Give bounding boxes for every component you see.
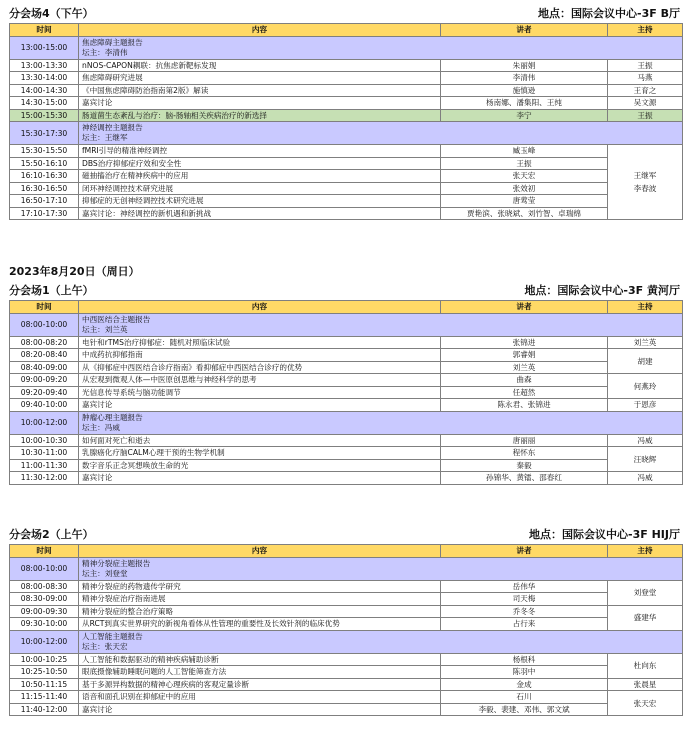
content-cell: 从RCT到真实世界研究的新视角看体从性管理的重要性及长效针剂的临床优势 <box>79 618 441 631</box>
time-cell: 10:25-10:50 <box>10 666 79 679</box>
table-row <box>10 472 683 485</box>
content-cell: 从宏观到微观人体—中医原创思维与神经科学的思考 <box>79 374 441 387</box>
host-cell: 王育之 <box>608 84 683 97</box>
content-cell: 电针和rTMS治疗抑郁症：随机对照临床试验 <box>79 336 441 349</box>
speaker-cell: 施慎逊 <box>441 84 608 97</box>
subsession-chair: 坛主：冯威 <box>82 422 120 432</box>
time-cell: 08:30-09:00 <box>10 593 79 606</box>
time-cell: 15:00-15:30 <box>10 109 79 122</box>
host-merged-cell: 张天宏 <box>608 691 683 716</box>
table-row <box>10 182 683 195</box>
highlighted-row <box>10 109 683 122</box>
content-cell: 磁抽搐治疗在精神疾病中的应用 <box>79 170 441 183</box>
speaker-cell: 杨南娜、潘集阳、王纯 <box>441 97 608 110</box>
content-cell: 精神分裂症的药物遗传学研究 <box>79 580 441 593</box>
speaker-cell: 占行来 <box>441 618 608 631</box>
session-4-block <box>9 7 682 220</box>
table-row <box>10 447 683 460</box>
table-row <box>10 349 683 362</box>
host-cell: 冯威 <box>608 472 683 485</box>
session-location: 地点：国际会议中心-3F B厅 <box>538 7 680 20</box>
subsession-cell <box>79 411 683 434</box>
col-header-content: 内容 <box>79 301 441 314</box>
session-header <box>9 7 682 21</box>
content-cell: 嘉宾讨论：神经调控的新机遇和新挑战 <box>79 207 441 220</box>
speaker-cell: 石川 <box>441 691 608 704</box>
table-row <box>10 84 683 97</box>
table-row <box>10 703 683 716</box>
speaker-cell: 唐莺莹 <box>441 195 608 208</box>
table-row <box>10 97 683 110</box>
table-header-row <box>10 24 683 37</box>
speaker-cell: 张效初 <box>441 182 608 195</box>
subsession-title: 人工智能主题报告 <box>82 631 143 641</box>
time-cell: 10:00-12:00 <box>10 411 79 434</box>
time-cell: 16:30-16:50 <box>10 182 79 195</box>
speaker-cell: 程怀东 <box>441 447 608 460</box>
content-cell: nNOS-CAPON耦联：抗焦虑新靶标发现 <box>79 59 441 72</box>
col-header-host: 主持 <box>608 24 683 37</box>
col-header-time: 时间 <box>10 301 79 314</box>
host-merged-cell: 王继军 李春波 <box>608 145 683 220</box>
subsession-chair: 坛主：刘登堂 <box>82 568 128 578</box>
content-cell: 《中国焦虑障碍防治指南第2版》解读 <box>79 84 441 97</box>
time-cell: 14:30-15:00 <box>10 97 79 110</box>
subsession-row <box>10 122 683 145</box>
subsession-chair: 坛主：张天宏 <box>82 641 128 651</box>
session-2-block <box>9 528 682 716</box>
speaker-cell: 岳伟华 <box>441 580 608 593</box>
content-cell: 嘉宾讨论 <box>79 472 441 485</box>
host-cell: 王振 <box>608 59 683 72</box>
host-cell: 马燕 <box>608 72 683 85</box>
col-header-speaker: 讲者 <box>441 24 608 37</box>
time-cell: 14:00-14:30 <box>10 84 79 97</box>
subsession-title: 神经调控主题报告 <box>82 123 143 132</box>
time-cell: 16:50-17:10 <box>10 195 79 208</box>
subsession-row <box>10 411 683 434</box>
time-cell: 11:40-12:00 <box>10 703 79 716</box>
col-header-content: 内容 <box>79 545 441 558</box>
schedule-table <box>9 23 683 220</box>
session-title: 分会场1（上午） <box>9 284 94 297</box>
host-merged-cell: 杜向东 <box>608 653 683 678</box>
time-cell: 13:00-15:00 <box>10 36 79 59</box>
time-cell: 17:10-17:30 <box>10 207 79 220</box>
speaker-cell: 贾艳滨、张晓斌、刘竹智、卓瑞绵 <box>441 207 608 220</box>
host-cell: 冯威 <box>608 434 683 447</box>
col-header-time: 时间 <box>10 545 79 558</box>
time-cell: 09:00-09:30 <box>10 605 79 618</box>
content-cell: 从《抑郁症中西医结合诊疗指南》看抑郁症中西医结合诊疗的优势 <box>79 361 441 374</box>
speaker-cell: 郭睿娟 <box>441 349 608 362</box>
content-cell: 肠道菌生态紊乱与治疗：脑-肠轴相关疾病治疗的新选择 <box>79 109 441 122</box>
schedule-table <box>9 300 683 485</box>
speaker-cell: 张锦进 <box>441 336 608 349</box>
content-cell: 眼底摄像辅助睡眠问题的人工智能筛查方法 <box>79 666 441 679</box>
host-cell: 于恩彦 <box>608 399 683 412</box>
time-cell: 10:00-12:00 <box>10 630 79 653</box>
content-cell: 抑郁症的无创神经调控技术研究进展 <box>79 195 441 208</box>
table-row <box>10 691 683 704</box>
subsession-cell <box>79 630 683 653</box>
content-cell: 嘉宾讨论 <box>79 703 441 716</box>
time-cell: 09:20-09:40 <box>10 386 79 399</box>
host-cell: 张晨星 <box>608 678 683 691</box>
speaker-cell: 陈永君、张锦进 <box>441 399 608 412</box>
time-cell: 10:00-10:30 <box>10 434 79 447</box>
content-cell: DBS治疗抑郁症疗效和安全性 <box>79 157 441 170</box>
content-cell: 嘉宾讨论 <box>79 399 441 412</box>
speaker-cell: 司天梅 <box>441 593 608 606</box>
time-cell: 11:30-12:00 <box>10 472 79 485</box>
speaker-cell: 任超然 <box>441 386 608 399</box>
speaker-cell: 李毅、裴建、邓伟、郭文斌 <box>441 703 608 716</box>
content-cell: 闭环神经调控技术研究进展 <box>79 182 441 195</box>
subsession-row <box>10 36 683 59</box>
table-row <box>10 145 683 158</box>
table-row <box>10 336 683 349</box>
table-row <box>10 399 683 412</box>
speaker-cell: 唐丽丽 <box>441 434 608 447</box>
session-location: 地点：国际会议中心-3F HIJ厅 <box>529 528 680 541</box>
speaker-cell: 陈羽中 <box>441 666 608 679</box>
session-location: 地点：国际会议中心-3F 黄河厅 <box>524 284 680 297</box>
subsession-cell <box>79 557 683 580</box>
speaker-cell: 朱丽娟 <box>441 59 608 72</box>
content-cell: 中成药抗抑郁指南 <box>79 349 441 362</box>
table-row <box>10 374 683 387</box>
host-cell: 刘兰英 <box>608 336 683 349</box>
subsession-row <box>10 313 683 336</box>
speaker-cell: 李宁 <box>441 109 608 122</box>
speaker-cell: 李清伟 <box>441 72 608 85</box>
speaker-cell: 孙锦华、黄镭、邵春红 <box>441 472 608 485</box>
table-row <box>10 459 683 472</box>
time-cell: 09:30-10:00 <box>10 618 79 631</box>
col-header-speaker: 讲者 <box>441 301 608 314</box>
table-row <box>10 386 683 399</box>
time-cell: 11:15-11:40 <box>10 691 79 704</box>
table-row <box>10 653 683 666</box>
time-cell: 15:50-16:10 <box>10 157 79 170</box>
subsession-row <box>10 630 683 653</box>
speaker-cell: 秦毅 <box>441 459 608 472</box>
table-row <box>10 678 683 691</box>
content-cell: 基于多源异构数据的精神心理疾病的客观定量诊断 <box>79 678 441 691</box>
content-cell: 光信息传导系统与脑功能调节 <box>79 386 441 399</box>
content-cell: 精神分裂症治疗指南进展 <box>79 593 441 606</box>
content-cell: 焦虑障碍研究进展 <box>79 72 441 85</box>
session-header <box>9 284 682 298</box>
subsession-cell <box>79 313 683 336</box>
content-cell: 语音和面孔识别在抑郁症中的应用 <box>79 691 441 704</box>
time-cell: 15:30-17:30 <box>10 122 79 145</box>
host-merged-cell: 盛建华 <box>608 605 683 630</box>
time-cell: 08:00-10:00 <box>10 557 79 580</box>
time-cell: 10:00-10:25 <box>10 653 79 666</box>
table-row <box>10 434 683 447</box>
session-header <box>9 528 682 542</box>
content-cell: 精神分裂症的整合治疗策略 <box>79 605 441 618</box>
subsession-title: 肿瘤心理主题报告 <box>82 412 143 422</box>
table-header-row <box>10 301 683 314</box>
content-cell: fMRI引导的精准神经调控 <box>79 145 441 158</box>
time-cell: 08:00-08:30 <box>10 580 79 593</box>
table-row <box>10 618 683 631</box>
subsession-row <box>10 557 683 580</box>
time-cell: 13:30-14:00 <box>10 72 79 85</box>
host-merged-cell: 何燕玲 <box>608 374 683 399</box>
schedule-table <box>9 544 683 716</box>
date-heading: 2023年8月20日（周日） <box>9 265 140 278</box>
time-cell: 08:00-10:00 <box>10 313 79 336</box>
table-row <box>10 170 683 183</box>
table-row <box>10 593 683 606</box>
time-cell: 09:40-10:00 <box>10 399 79 412</box>
subsession-title: 精神分裂症主题报告 <box>82 558 151 568</box>
content-cell: 嘉宾讨论 <box>79 97 441 110</box>
content-cell: 数字音乐正念冥想唤放生命的光 <box>79 459 441 472</box>
subsession-chair: 坛主：王继军 <box>82 133 128 142</box>
col-header-speaker: 讲者 <box>441 545 608 558</box>
time-cell: 10:50-11:15 <box>10 678 79 691</box>
speaker-cell: 刘兰英 <box>441 361 608 374</box>
table-header-row <box>10 545 683 558</box>
speaker-cell: 杨根科 <box>441 653 608 666</box>
table-row <box>10 207 683 220</box>
table-row <box>10 157 683 170</box>
col-header-host: 主持 <box>608 545 683 558</box>
host-cell: 吴文源 <box>608 97 683 110</box>
table-row <box>10 195 683 208</box>
content-cell: 人工智能和数据驱动的精神疾病辅助诊断 <box>79 653 441 666</box>
table-row <box>10 361 683 374</box>
session-title: 分会场4（下午） <box>9 7 94 20</box>
table-row <box>10 72 683 85</box>
time-cell: 08:00-08:20 <box>10 336 79 349</box>
table-row <box>10 580 683 593</box>
subsession-chair: 坛主：李清伟 <box>82 47 128 57</box>
subsession-cell <box>79 36 683 59</box>
speaker-cell: 张天宏 <box>441 170 608 183</box>
content-cell: 乳腺癌化疗脑CALM心理干预的生物学机制 <box>79 447 441 460</box>
host-merged-cell: 汪晓辉 <box>608 447 683 472</box>
time-cell: 11:00-11:30 <box>10 459 79 472</box>
host-merged-cell: 胡建 <box>608 349 683 374</box>
subsession-title: 焦虑障碍主题报告 <box>82 37 143 47</box>
subsession-chair: 坛主：刘兰英 <box>82 324 128 334</box>
speaker-cell: 曲森 <box>441 374 608 387</box>
col-header-content: 内容 <box>79 24 441 37</box>
content-cell: 如何面对死亡和逝去 <box>79 434 441 447</box>
speaker-cell: 金成 <box>441 678 608 691</box>
time-cell: 10:30-11:00 <box>10 447 79 460</box>
time-cell: 09:00-09:20 <box>10 374 79 387</box>
time-cell: 16:10-16:30 <box>10 170 79 183</box>
subsession-cell <box>79 122 683 145</box>
col-header-time: 时间 <box>10 24 79 37</box>
speaker-cell: 王振 <box>441 157 608 170</box>
time-cell: 08:20-08:40 <box>10 349 79 362</box>
table-row <box>10 605 683 618</box>
speaker-cell: 乔冬冬 <box>441 605 608 618</box>
col-header-host: 主持 <box>608 301 683 314</box>
time-cell: 08:40-09:00 <box>10 361 79 374</box>
session-title: 分会场2（上午） <box>9 528 94 541</box>
table-row <box>10 59 683 72</box>
host-cell: 王振 <box>608 109 683 122</box>
table-row <box>10 666 683 679</box>
host-merged-cell: 刘登堂 <box>608 580 683 605</box>
speaker-cell: 臧玉峰 <box>441 145 608 158</box>
session-1-block <box>9 284 682 485</box>
time-cell: 15:30-15:50 <box>10 145 79 158</box>
time-cell: 13:00-13:30 <box>10 59 79 72</box>
subsession-title: 中西医结合主题报告 <box>82 314 151 324</box>
